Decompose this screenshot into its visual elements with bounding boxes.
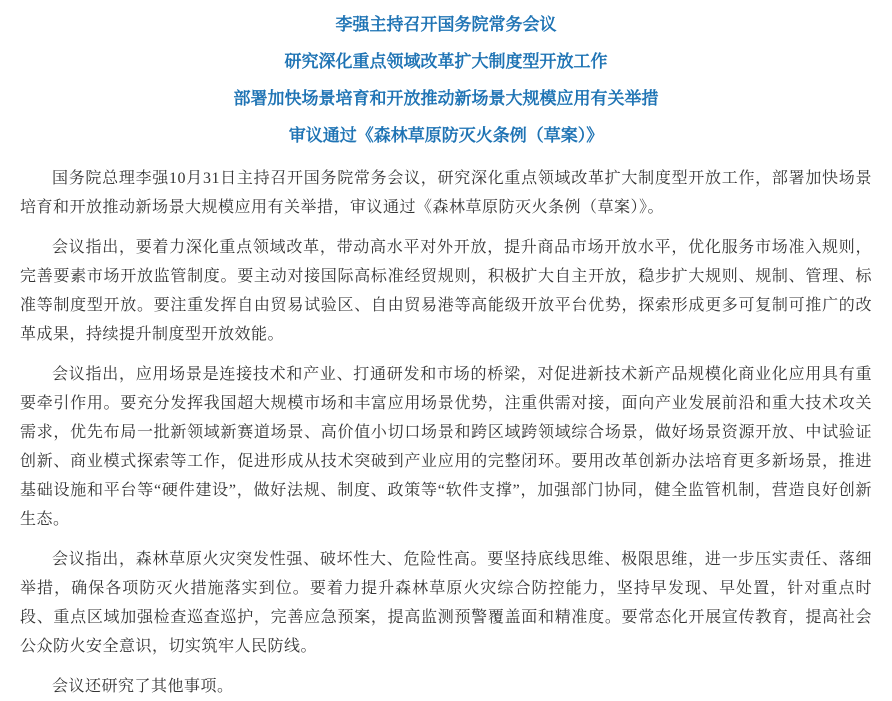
paragraph-other-matters: 会议还研究了其他事项。	[52, 678, 234, 695]
headline-line-3: 部署加快场景培育和开放推动新场景大规模应用有关举措	[233, 89, 659, 108]
article-headlines	[20, 6, 872, 154]
paragraph-forest-grassland-fire: 会议指出，森林草原火灾突发性强、破坏性大、危险性高。要坚持底线思维、极限思维，进一步压实责任、落细举措，确保各项防灭火措施落实到位。要着力提升森林草原火灾综合防控能力，坚持早发现、早处置，针对重点时段、重点区域加强检查巡查巡护，完善应急预案，提高监测预警覆盖面和精准度。要常态化开展宣传教育，提高社会公众防火安全意识，切实筑牢人民防线。	[20, 551, 872, 655]
paragraph-intro: 国务院总理李强10月31日主持召开国务院常务会议，研究深化重点领域改革扩大制度型开放工作，部署加快场景培育和开放推动新场景大规模应用有关举措，审议通过《森林草原防灭火条例（草案）》。	[20, 170, 872, 216]
paragraph-application-scenarios: 会议指出，应用场景是连接技术和产业、打通研发和市场的桥梁，对促进新技术新产品规模化商业化应用具有重要牵引作用。要充分发挥我国超大规模市场和丰富应用场景优势，注重供需对接，面向产业发展前沿和重大技术攻关需求，优先布局一批新领域新赛道场景、高价值小切口场景和跨区域跨领域综合场景，做好场景资源开放、中试验证创新、商业模式探索等工作，促进形成从技术突破到产业应用的完整闭环。要用改革创新办法培育更多新场景，推进基础设施和平台等“硬件建设”，做好法规、制度、政策等“软件支撑”，加强部门协同，健全监管机制，营造良好创新生态。	[20, 366, 872, 528]
paragraph-reform-opening: 会议指出，要着力深化重点领域改革，带动高水平对外开放，提升商品市场开放水平，优化服务市场准入规则，完善要素市场开放监管制度。要主动对接国际高标准经贸规则，积极扩大自主开放，稳步扩大规则、规制、管理、标准等制度型开放。要注重发挥自由贸易试验区、自由贸易港等高能级开放平台优势，探索形成更多可复制可推广的改革成果，持续提升制度型开放效能。	[20, 239, 872, 343]
headline-line-4: 审议通过《森林草原防灭火条例（草案）》	[288, 126, 604, 145]
headline-line-1: 李强主持召开国务院常务会议	[335, 15, 557, 34]
article-body	[20, 164, 872, 701]
headline-line-2: 研究深化重点领域改革扩大制度型开放工作	[284, 52, 608, 71]
